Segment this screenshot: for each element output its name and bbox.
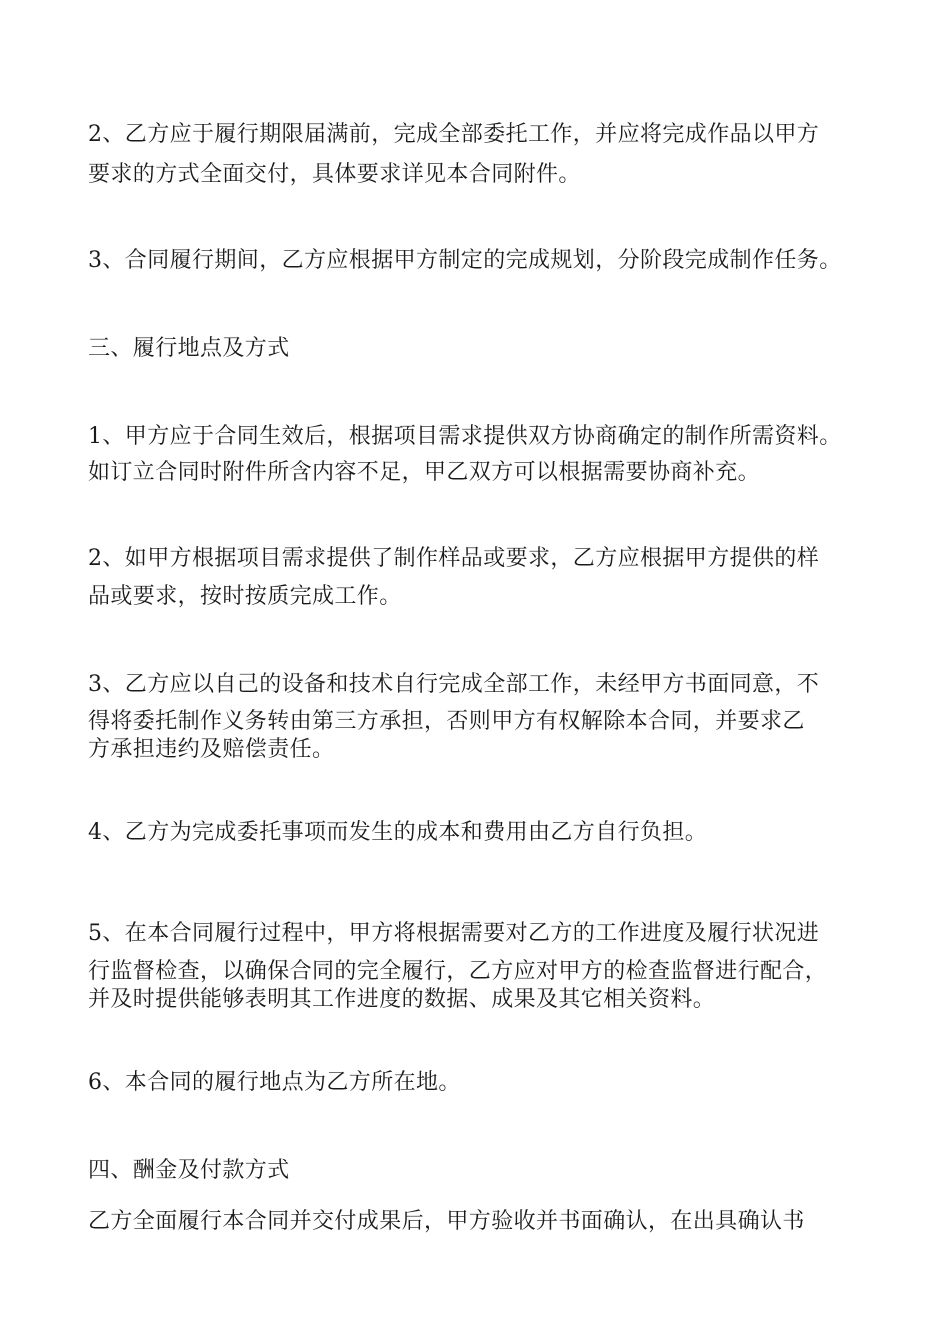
section-3-item-2-line-1: 2、如甲方根据项目需求提供了制作样品或要求，乙方应根据甲方提供的样 [88, 546, 820, 571]
section-3-item-6: 6、本合同的履行地点为乙方所在地。 [88, 1070, 461, 1095]
clause-2-line-1: 2、乙方应于履行期限届满前，完成全部委托工作，并应将完成作品以甲方 [88, 122, 820, 147]
section-3-heading: 三、履行地点及方式 [88, 336, 290, 361]
section-3-item-1-line-2: 如订立合同时附件所含内容不足，甲乙双方可以根据需要协商补充。 [88, 460, 761, 485]
section-3-item-3-line-1: 3、乙方应以自己的设备和技术自行完成全部工作，未经甲方书面同意，不 [88, 672, 820, 697]
clause-2-line-2: 要求的方式全面交付，具体要求详见本合同附件。 [88, 162, 581, 187]
section-3-item-3-line-3: 方承担违约及赔偿责任。 [88, 737, 335, 762]
section-3-item-5-line-2: 行监督检查，以确保合同的完全履行，乙方应对甲方的检查监督进行配合， [88, 959, 828, 984]
section-3-item-5-line-3: 并及时提供能够表明其工作进度的数据、成果及其它相关资料。 [88, 987, 716, 1012]
section-4-heading: 四、酬金及付款方式 [88, 1158, 290, 1183]
section-4-paragraph-line-1: 乙方全面履行本合同并交付成果后，甲方验收并书面确认，在出具确认书 [88, 1209, 805, 1234]
section-3-item-4: 4、乙方为完成委托事项而发生的成本和费用由乙方自行负担。 [88, 820, 708, 845]
section-3-item-3-line-2: 得将委托制作义务转由第三方承担，否则甲方有权解除本合同，并要求乙 [88, 709, 805, 734]
section-3-item-2-line-2: 品或要求，按时按质完成工作。 [88, 584, 402, 609]
clause-3-line-1: 3、合同履行期间，乙方应根据甲方制定的完成规划，分阶段完成制作任务。 [88, 248, 842, 273]
section-3-item-1-line-1: 1、甲方应于合同生效后，根据项目需求提供双方协商确定的制作所需资料。 [88, 424, 842, 449]
section-3-item-5-line-1: 5、在本合同履行过程中，甲方将根据需要对乙方的工作进度及履行状况进 [88, 921, 820, 946]
